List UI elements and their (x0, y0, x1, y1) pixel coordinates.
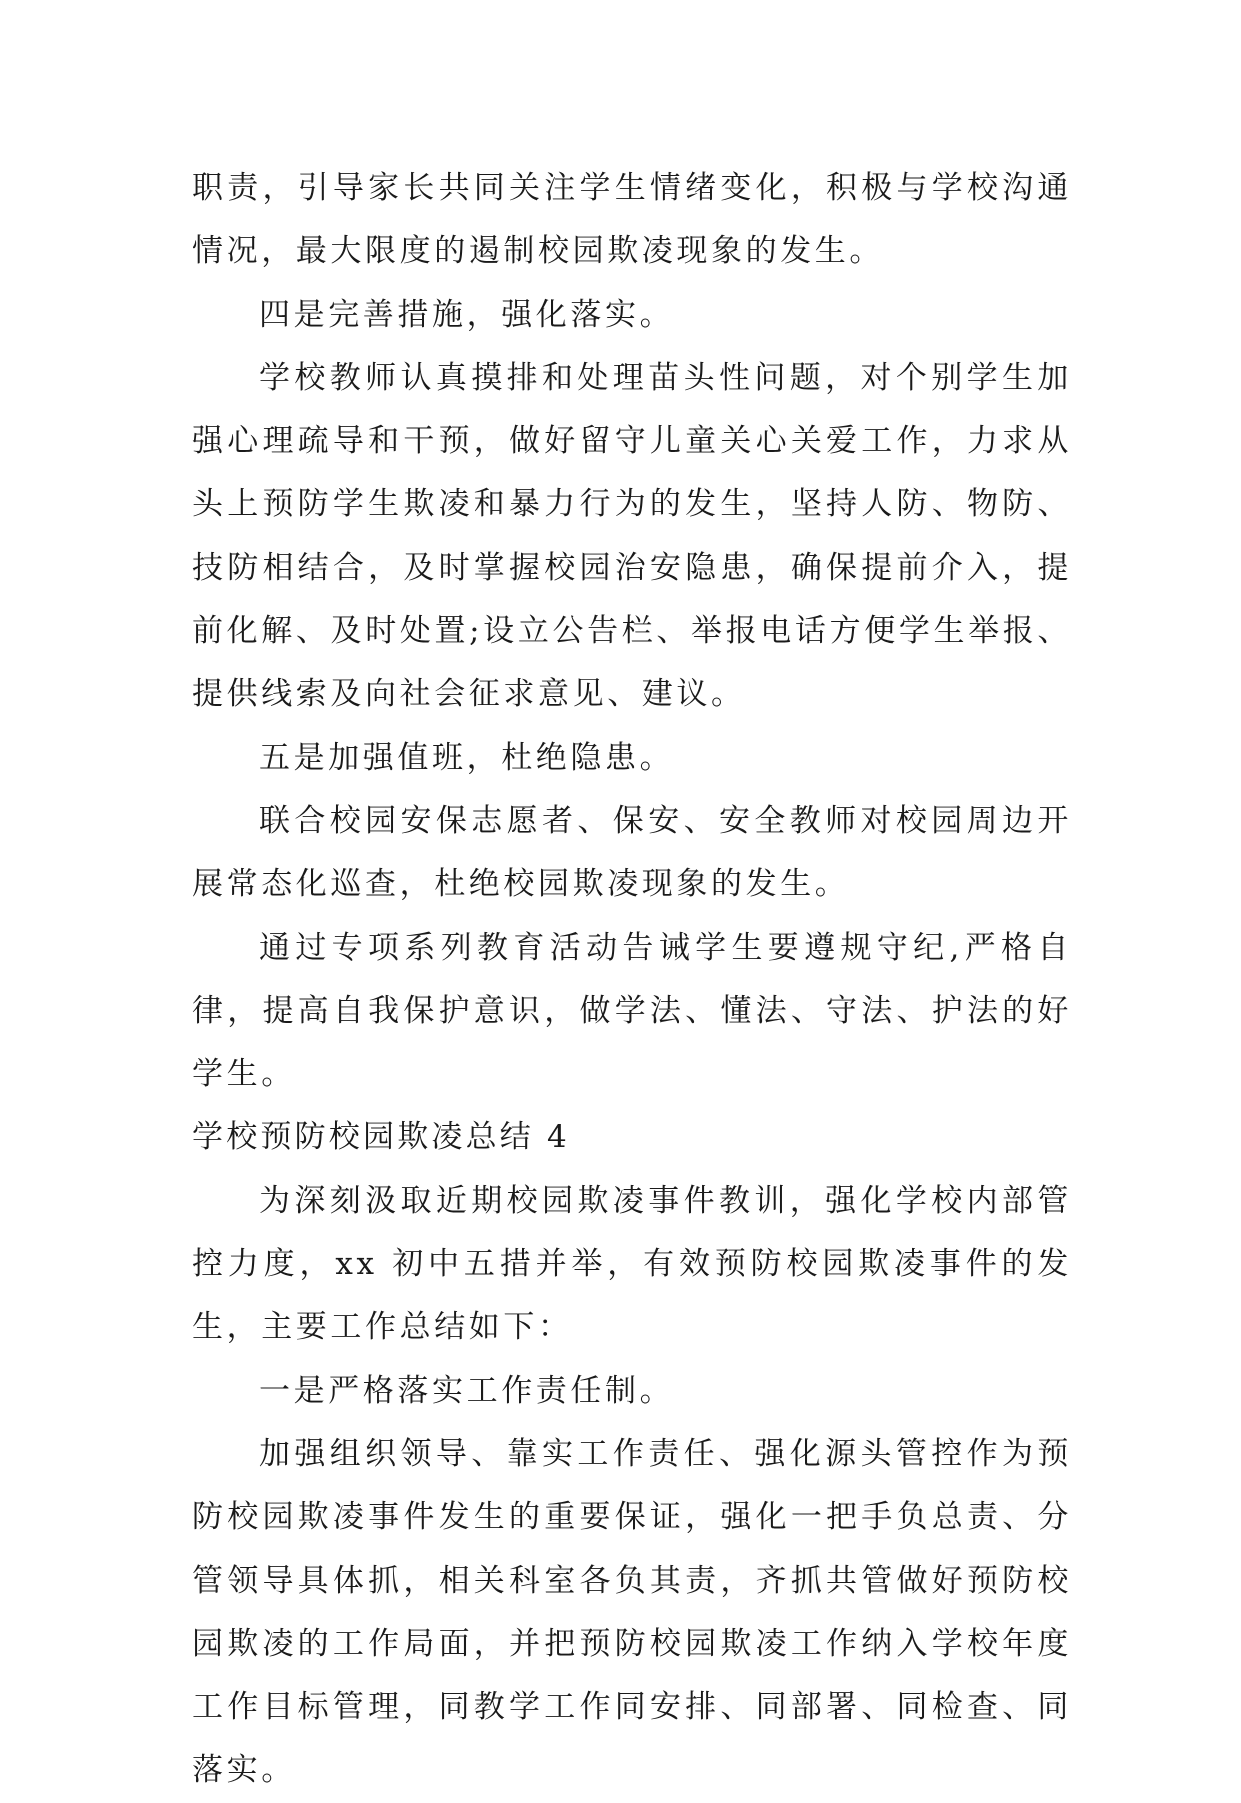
section-title: 学校预防校园欺凌总结 4 (192, 1119, 570, 1156)
paragraph-continuation: 职责，引导家长共同关注学生情绪变化，积极与学校沟通情况，最大限度的遏制校园欺凌现象的发生。 (192, 170, 1072, 270)
paragraph-conclusion: 通过专项系列教育活动告诫学生要遵规守纪,严格自律，提高自我保护意识，做学法、懂法、守法、护法的好学生。 (192, 929, 1072, 1093)
paragraph-point-one-heading: 一是严格落实工作责任制。 (259, 1372, 675, 1409)
paragraph-point-five-body: 联合校园安保志愿者、保安、安全教师对校园周边开展常态化巡查，杜绝校园欺凌现象的发生。 (192, 802, 1072, 903)
paragraph-point-one-body: 加强组织领导、靠实工作责任、强化源头管控作为预防校园欺凌事件发生的重要保证，强化一把手负总责、分管领导具体抓，相关科室各负其责，齐抓共管做好预防校园欺凌的工作局面，并把预防校园欺凌工作纳入学校年度工作目标管理，同教学工作同安排、同部署、同检查、同落实。 (192, 1435, 1072, 1789)
document-body (192, 157, 1072, 1803)
paragraph-point-four-heading: 四是完善措施，强化落实。 (259, 296, 675, 333)
paragraph-section-intro: 为深刻汲取近期校园欺凌事件教训，强化学校内部管控力度，xx 初中五措并举，有效预防校园欺凌事件的发生，主要工作总结如下： (192, 1182, 1072, 1346)
paragraph-point-four-body: 学校教师认真摸排和处理苗头性问题，对个别学生加强心理疏导和干预，做好留守儿童关心关爱工作，力求从头上预防学生欺凌和暴力行为的发生，坚持人防、物防、技防相结合，及时掌握校园治安隐患，确保提前介入，提前化解、及时处置;设立公告栏、举报电话方便学生举报、提供线索及向社会征求意见、建议。 (192, 359, 1072, 713)
paragraph-point-five-heading: 五是加强值班，杜绝隐患。 (259, 739, 675, 776)
